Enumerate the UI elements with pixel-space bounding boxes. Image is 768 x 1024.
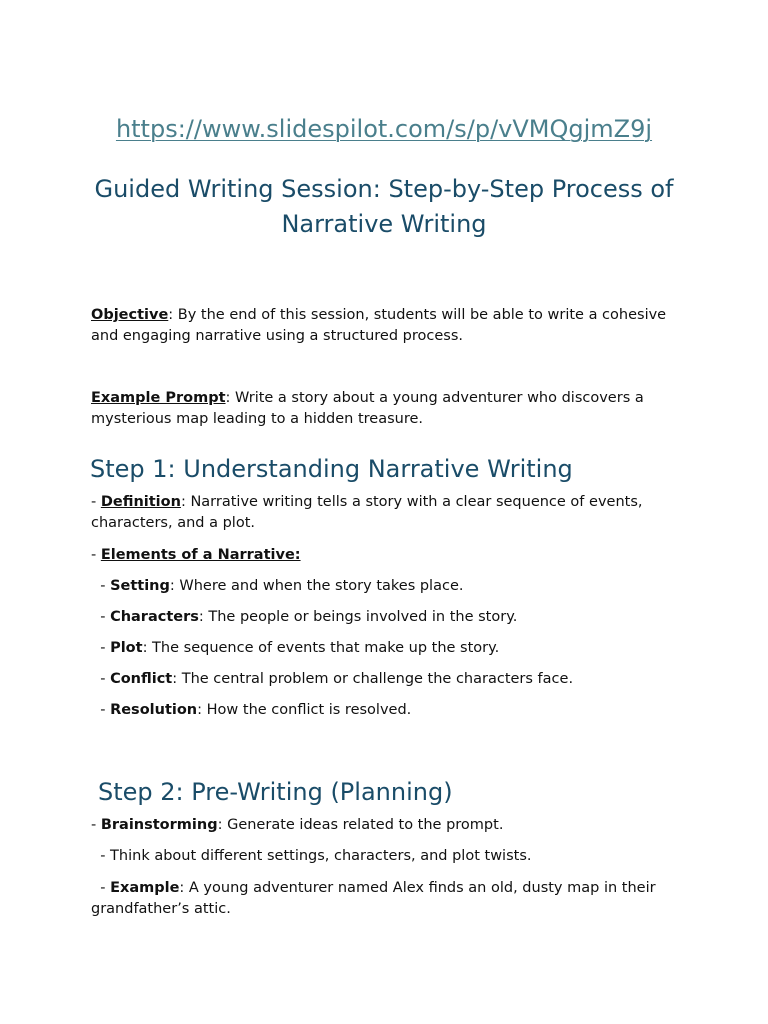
item-prefix: - — [91, 640, 111, 656]
think-line: - Think about different settings, characters, and plot twists. — [91, 848, 532, 864]
objective-text: : By the end of this session, students will be able to write a cohesive and engaging narrative using a structured process. — [91, 307, 667, 344]
step2-heading: Step 2: Pre-Writing (Planning) — [98, 778, 453, 806]
element-item-characters — [91, 607, 691, 628]
item-label: Characters — [110, 609, 199, 625]
example-prompt-paragraph — [91, 388, 691, 430]
item-label: Plot — [110, 640, 143, 656]
element-item-resolution — [91, 700, 691, 721]
step1-heading: Step 1: Understanding Narrative Writing — [90, 455, 573, 483]
brainstorm-prefix: - — [91, 817, 101, 833]
item-prefix: - — [91, 609, 111, 625]
elements-label: Elements of a Narrative: — [100, 547, 301, 563]
item-text: : The sequence of events that make up the story. — [142, 640, 500, 656]
definition-prefix: - — [91, 494, 101, 510]
brainstorm-label: Brainstorming — [100, 817, 218, 833]
item-text: : The central problem or challenge the characters face. — [172, 671, 574, 687]
example-prompt-text: : Write a story about a young adventurer who discovers a mysterious map leading to a hidden treasure. — [91, 390, 644, 427]
element-item-setting — [91, 576, 691, 597]
element-item-plot — [91, 638, 691, 659]
item-text: : The people or beings involved in the story. — [198, 609, 518, 625]
item-label: Resolution — [110, 702, 198, 718]
item-prefix: - — [91, 578, 111, 594]
document-title: Guided Writing Session: Step-by-Step Process of Narrative Writing — [94, 175, 674, 238]
objective-label: Objective — [91, 307, 169, 323]
element-item-conflict — [91, 669, 691, 690]
example-prompt-label: Example Prompt — [91, 390, 226, 406]
item-prefix: - — [91, 671, 111, 687]
brainstorming-line — [91, 815, 691, 836]
elements-line — [91, 545, 691, 566]
elements-prefix: - — [91, 547, 101, 563]
example-text: : A young adventurer named Alex finds an old, dusty map in their grandfather’s attic. — [91, 880, 661, 917]
definition-text: : Narrative writing tells a story with a clear sequence of events, characters, and a plot. — [91, 494, 643, 531]
example-paragraph — [91, 878, 691, 920]
item-label: Conflict — [110, 671, 173, 687]
item-label: Setting — [110, 578, 170, 594]
objective-paragraph — [91, 305, 691, 347]
item-text: : How the conflict is resolved. — [197, 702, 412, 718]
example-label: Example — [110, 880, 180, 896]
example-prefix: - — [91, 880, 111, 896]
source-link[interactable]: https://www.slidespilot.com/s/p/vVMQgjmZ9j — [115, 115, 653, 143]
definition-paragraph — [91, 492, 691, 534]
item-text: : Where and when the story takes place. — [169, 578, 464, 594]
brainstorm-text: : Generate ideas related to the prompt. — [217, 817, 504, 833]
definition-label: Definition — [100, 494, 181, 510]
item-prefix: - — [91, 702, 111, 718]
